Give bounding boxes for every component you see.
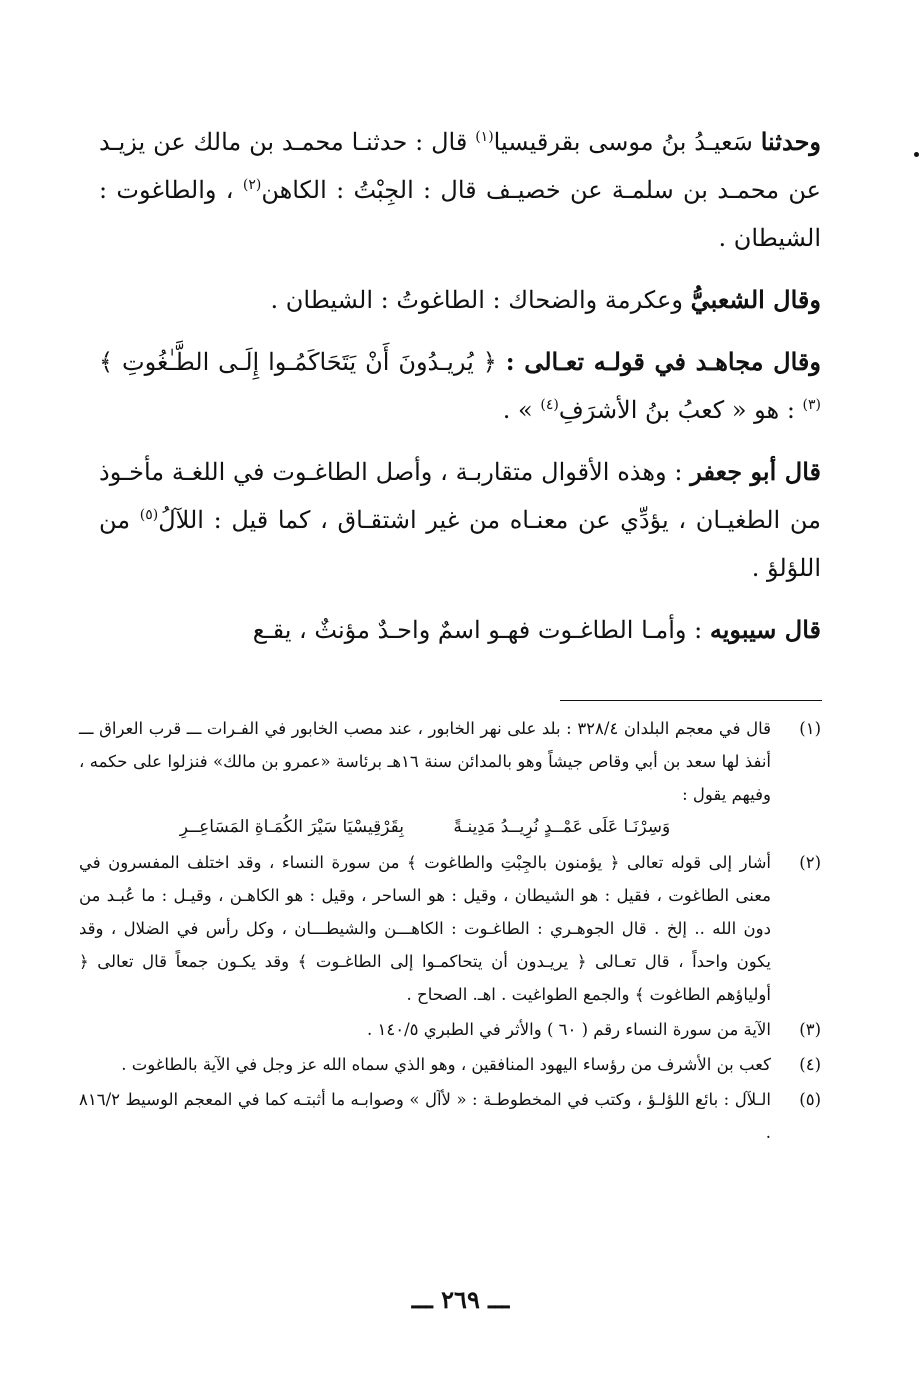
footnote-number: (٥) [799,1090,821,1109]
paragraph-4 [99,448,821,592]
paragraph-4-text-a: : وهذه الأقوال متقاربـة ، وأصل الطاغـوت في اللغـة مأخـوذ من الطغيـان ، يؤدِّي عن معنـاه من غير اشتقـاق ، كما قيل : اللآلُ [99,458,821,534]
paragraph-3-quran-quote: ﴿ يُريـدُونَ أَنْ يَتَحَاكَمُـوا إِلَـى الطَّـٰغُوتِ ﴾ [99,348,506,376]
paragraph-1-lead: وحدثنا [760,127,821,156]
footnote-text: كعب بن الأشرف من رؤساء اليهود المنافقين ، وهو الذي سماه الله عز وجل في الآية بالطاغوت . [121,1055,771,1074]
paragraph-1-text-c: ، والطاغوت : الشيطان . [99,176,821,252]
footnote-text: الـلآل : بائع اللؤلـؤ ، وكتب في المخطوطـة : « لأآل » وصوابـه ما أثبتـه كما في المعجم الوسيط ٨١٦/٢ . [79,1090,771,1142]
footnote-3 [79,1013,821,1046]
paragraph-1 [99,118,821,262]
footnote-number: (١) [799,719,821,738]
margin-dot [914,152,919,157]
footnotes [79,712,821,1151]
footnote-2 [79,846,821,1011]
footnote-ref-1[interactable]: (١) [475,129,494,145]
paragraph-2 [99,276,821,324]
footnote-text: الآية من سورة النساء رقم ( ٦٠ ) والأثر في الطبري ١٤٠/٥ . [367,1020,771,1039]
paragraph-3-lead: وقال مجاهـد في قولـه تعـالى : [505,347,821,376]
footnote-number: (٤) [799,1055,821,1074]
paragraph-2-text: وعكرمة والضحاك : الطاغوتُ : الشيطان . [270,286,691,314]
verse-hemistich-right: وَسِرْنَـا عَلَى عَمْــدٍ نُرِيــدُ مَدِينـةً [453,817,671,837]
footnote-text: قال في معجم البلدان ٣٢٨/٤ : بلد على نهر الخابور ، عند مصب الخابور في الفـرات ـــ قرب العراق ـــ أنفذ لها سعد بن أبي وقاص جيشاً وهو بالمدائن سنة ١٦هـ برئاسة «عمرو بن مالك» فنزلوا على حكمه ، وفيهم يقول : [79,719,771,804]
paragraph-4-lead: قال أبو جعفر [690,457,821,486]
paragraph-3-text-b: » . [502,396,541,424]
verse-hemistich-left: بِقَرْقِيسْيَا سَيْرَ الكُمَـاةِ المَسَاعِــرِ [179,817,404,837]
footnote-text: أشار إلى قوله تعالى ﴿ يؤمنون بالجِبْتِ والطاغوت ﴾ من سورة النساء ، وقد اختلف المفسرون في معنى الطاغوت ، فقيل : هو الشيطان ، وقيل : هو الساحر ، وقيل : هو الكاهـن ، وقيـل : ما عُبـد من دون الله .. إلخ . قال الجوهـري : الطاغـوت : الكاهـــن والشيطـــان ، وكل رأس في الضلال ، وقد يكون واحداً ، قال تعـالى ﴿ يريـدون أن يتحاكمـوا إلى الطاغـوت ﴾ وقد يكـون جمعاً قال تعالى ﴿ أولياؤهم الطاغوت ﴾ والجمع الطواغيت . اهـ. الصحاح . [79,853,771,1004]
footnote-ref-2[interactable]: (٢) [242,177,262,193]
footnote-5 [79,1083,821,1149]
paragraph-4-text-b: من اللؤلؤ . [99,506,821,582]
paragraph-3-text-a: : هو « كعبُ بنُ الأشرَفِ [558,396,803,424]
footnote-1 [79,712,821,844]
page-number: ـــ ٢٦٩ ـــ [411,1285,510,1314]
footnote-ref-5[interactable]: (٥) [139,507,159,523]
paragraph-3 [99,338,821,434]
paragraph-1-text-a: سَعيـدُ بنُ موسى بقرقيسيا [493,128,761,156]
footnote-ref-3[interactable]: (٣) [802,397,821,413]
paragraph-5-text: : وأمـا الطاغـوت فهـو اسمٌ واحـدٌ مؤنثٌ ، يقـع [252,616,710,644]
paragraph-5 [99,606,821,654]
footnote-number: (٣) [799,1020,821,1039]
poetry-verse [79,811,771,844]
paragraph-5-lead: قال سيبويه [709,615,821,644]
footnote-ref-4[interactable]: (٤) [540,397,559,413]
footnote-4 [79,1048,821,1081]
main-text [99,118,821,668]
footnote-separator [560,700,822,701]
footnote-number: (٢) [799,853,821,872]
paragraph-1-text-b: قال : حدثنـا محمـد بن مالك عن يزيـد عن محمـد بن سلمـة عن خصيـف قال : الجِبْتُ : الكاهن [99,128,821,204]
paragraph-2-lead: وقال الشعبيُّ [690,285,821,314]
